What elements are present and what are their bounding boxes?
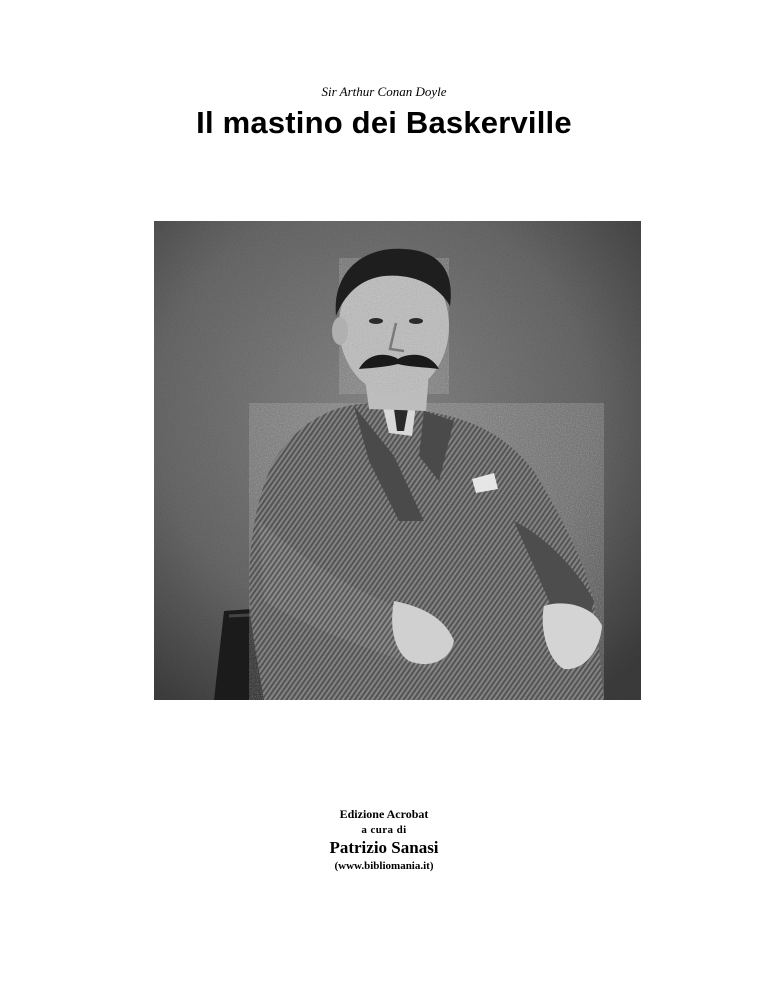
editor-name: Patrizio Sanasi — [329, 838, 439, 857]
edition-label: Edizione Acrobat — [339, 807, 429, 821]
author-portrait — [154, 221, 641, 700]
curated-by-label: a cura di — [361, 824, 407, 836]
author-name: Sir Arthur Conan Doyle — [321, 84, 447, 99]
book-title: Il mastino dei Baskerville — [196, 105, 572, 140]
website-label: (www.bibliomania.it) — [334, 860, 434, 872]
